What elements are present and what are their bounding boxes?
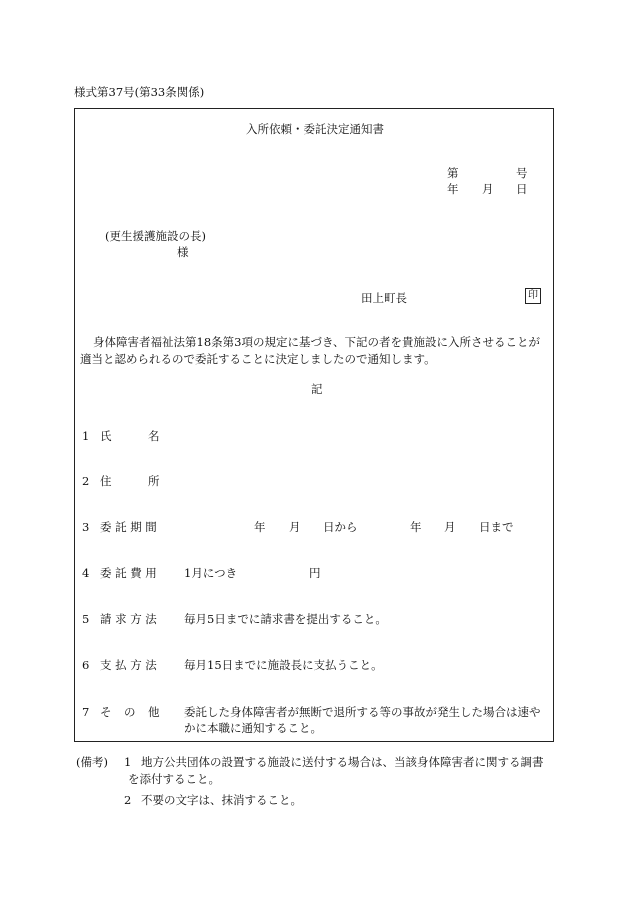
remark-text-line1: 不要の文字は、抹消すること。	[141, 793, 302, 807]
item-value-line2: かに本職に通知すること。	[184, 721, 322, 735]
item-label-char: そ	[100, 705, 112, 719]
remark-text-line2: を添付すること。	[128, 772, 220, 786]
remark-number: 2	[124, 793, 132, 807]
period-to: 日まで	[479, 520, 514, 534]
item-label: 委託期間	[100, 520, 161, 534]
doc-number-go: 号	[516, 166, 528, 180]
item-label-char: 他	[148, 705, 160, 719]
item-label-char: 名	[148, 429, 160, 443]
item-label: 支払方法	[100, 658, 161, 672]
ki-heading: 記	[311, 382, 323, 396]
doc-number-dai: 第	[447, 166, 459, 180]
item-value: 毎月15日までに施設長に支払うこと。	[184, 658, 383, 672]
item-number: 5	[82, 612, 90, 626]
item-label: 請求方法	[100, 612, 161, 626]
item-label: 委託費用	[100, 566, 161, 580]
date-month: 月	[482, 182, 494, 196]
item-number: 4	[82, 566, 90, 580]
period-year-1: 年	[254, 520, 266, 534]
item-number: 3	[82, 520, 90, 534]
document-title: 入所依頼・委託決定通知書	[246, 122, 384, 136]
remark-number: 1	[124, 755, 132, 769]
body-text-line2: 適当と認められるので委託することに決定しましたので通知します。	[80, 352, 436, 366]
item-number: 7	[82, 705, 90, 719]
seal-mark: 印	[525, 288, 541, 304]
period-month-2: 月	[444, 520, 456, 534]
item-label-char: の	[124, 705, 136, 719]
sender-title: 田上町長	[361, 291, 407, 305]
remarks-label: (備考)	[76, 755, 108, 769]
period-year-2: 年	[410, 520, 422, 534]
date-day: 日	[516, 182, 528, 196]
item-value: 1月につき	[184, 566, 238, 580]
period-from: 日から	[323, 520, 358, 534]
body-text-line1: 身体障害者福祉法第18条第3項の規定に基づき、下記の者を貴施設に入所させることが	[93, 335, 540, 349]
date-year: 年	[447, 182, 459, 196]
item-label-char: 所	[148, 474, 160, 488]
recipient-name: (更生援護施設の長)	[105, 229, 206, 243]
item-number: 6	[82, 658, 90, 672]
item-value-line1: 委託した身体障害者が無断で退所する等の事故が発生した場合は速や	[184, 705, 541, 719]
item-number: 1	[82, 429, 90, 443]
item-label-char: 住	[100, 474, 112, 488]
period-month-1: 月	[289, 520, 301, 534]
item-value-yen: 円	[309, 566, 321, 580]
remark-text-line1: 地方公共団体の設置する施設に送付する場合は、当該身体障害者に関する調書	[141, 755, 544, 769]
item-value: 毎月5日までに請求書を提出すること。	[184, 612, 387, 626]
item-label-char: 氏	[100, 429, 112, 443]
form-number: 様式第37号(第33条関係)	[74, 85, 205, 99]
notice-form-frame	[74, 108, 554, 742]
recipient-honorific: 様	[177, 245, 189, 259]
item-number: 2	[82, 474, 90, 488]
